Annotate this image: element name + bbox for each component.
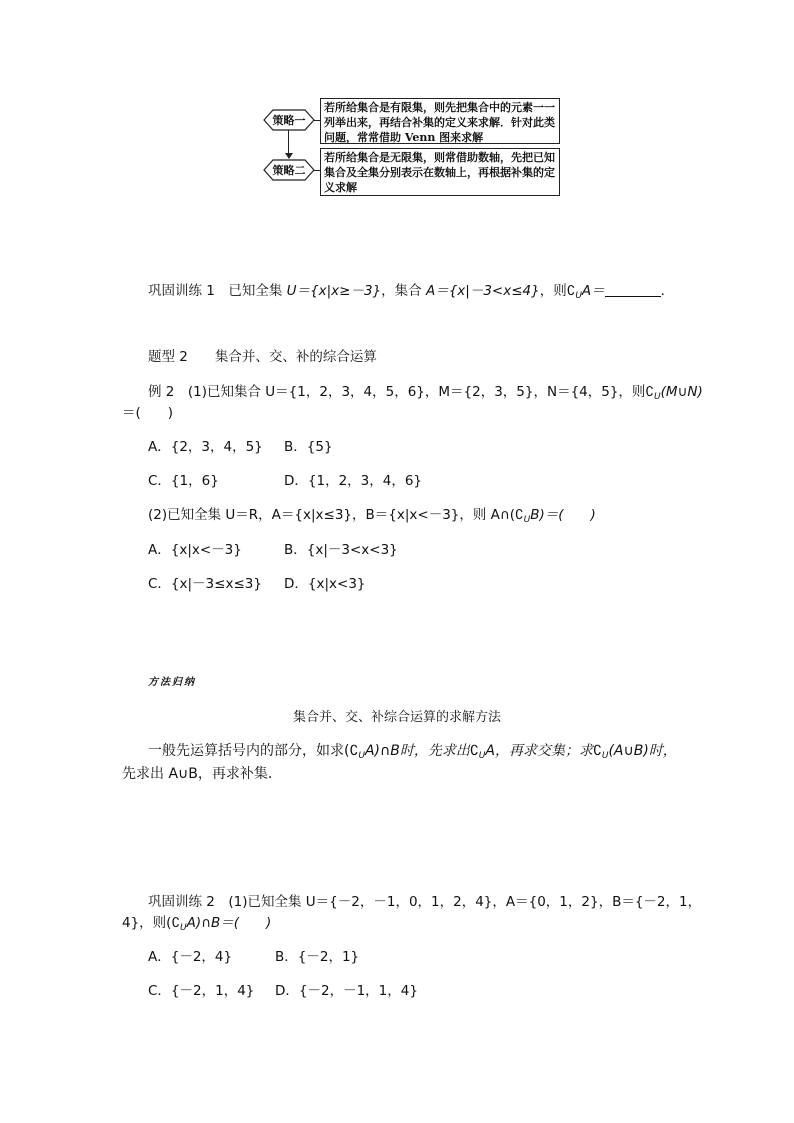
q1-option-c: C．{1，6} xyxy=(148,473,219,489)
q1-option-a: A．{2，3，4，5} xyxy=(148,439,263,455)
example-2-q2-sub: U xyxy=(523,515,531,525)
q1-option-b: B．{5} xyxy=(284,439,333,455)
method-p1-b: A)∩B时，先求出∁ xyxy=(364,743,479,759)
practice-1-sub: U xyxy=(575,291,582,301)
example-2-q1-end: (M∪N) xyxy=(660,384,703,400)
example-2-q1-text: 例 2 (1)已知集合 U＝{1，2，3，4，5，6}，M＝{2，3，5}，N＝{4，5}，则∁ xyxy=(148,384,655,400)
practice-2-sub: U xyxy=(180,923,187,933)
practice-1 xyxy=(148,279,674,301)
method-p1-d: (A∪B)时， xyxy=(608,743,677,759)
practice-2-line2-b: A)∩B＝( ) xyxy=(186,915,272,931)
q1-option-d: D．{1，2，3，4，6} xyxy=(284,473,423,489)
example-2-q2-end: B)＝( ) xyxy=(530,507,596,523)
example-2-q2-line xyxy=(148,503,596,525)
q2-option-a: A．{x|x<－3} xyxy=(148,542,242,558)
practice-1-u: U＝{x|x≥－3} xyxy=(286,283,382,299)
practice-1-mid: ，集合 xyxy=(381,283,426,299)
practice-2-line2-a: 4}，则(∁ xyxy=(122,915,181,931)
p2-option-b: B．{－2，1} xyxy=(275,949,360,965)
practice-2-line1: 巩固训练 2 (1)已知全集 U＝{－2，－1，0，1，2，4}，A＝{0，1，2}，B＝{－2，1， xyxy=(148,894,702,910)
method-p1-a: 一般先运算括号内的部分，如求(∁ xyxy=(148,743,359,759)
practice-2-line2 xyxy=(122,911,271,933)
method-title: 集合并、交、补综合运算的求解方法 xyxy=(292,710,501,725)
method-paragraph-1 xyxy=(148,740,677,761)
method-p1-sub2: U xyxy=(478,751,486,761)
practice-1-end: ． xyxy=(660,283,675,299)
strategy-2-text: 若所给集合是无限集，则常借助数轴，先把已知集合及全集分别表示在数轴上，再根据补集的定义求解 xyxy=(320,148,560,196)
strategy-2-label: 策略二 xyxy=(272,164,306,177)
method-label: 方法归纳 xyxy=(148,677,196,688)
type-2-title: 题型 2 集合并、交、补的综合运算 xyxy=(148,349,377,365)
answer-blank xyxy=(605,284,661,297)
practice-1-tail: A＝ xyxy=(581,283,605,299)
practice-1-prefix: 巩固训练 1 已知全集 xyxy=(148,283,287,299)
method-p1-sub: U xyxy=(358,751,365,761)
practice-1-a: A＝{x|－3<x≤4} xyxy=(425,283,540,299)
example-2-q2-text: (2)已知全集 U＝R，A＝{x|x≤3}，B＝{x|x<－3}，则 A∩(∁ xyxy=(148,507,524,523)
method-p1-c: A，再求交集；求∁ xyxy=(485,743,602,759)
practice-1-ask: ，则∁ xyxy=(539,283,576,299)
q2-option-d: D．{x|x<3} xyxy=(284,576,366,592)
method-paragraph-2: 先求出 A∪B，再求补集． xyxy=(122,766,282,782)
p2-option-a: A．{－2，4} xyxy=(148,949,233,965)
strategy-1-text: 若所给集合是有限集，则先把集合中的元素一一列举出来，再结合补集的定义来求解．针对此类问题，常常借助 Venn 图来求解 xyxy=(320,98,560,144)
p2-option-d: D．{－2，－1，1，4} xyxy=(275,983,418,999)
q2-option-c: C．{x|－3≤x≤3} xyxy=(148,576,262,592)
example-2-q1-sub: U xyxy=(654,392,661,402)
p2-option-c: C．{－2，1，4} xyxy=(148,983,255,999)
example-2-q1-line1 xyxy=(148,380,703,402)
q2-option-b: B．{x|－3<x<3} xyxy=(284,542,398,558)
method-p1-sub3: U xyxy=(601,751,609,761)
strategy-1-label: 策略一 xyxy=(272,114,306,127)
example-2-q1-line2: ＝( ) xyxy=(122,405,174,421)
